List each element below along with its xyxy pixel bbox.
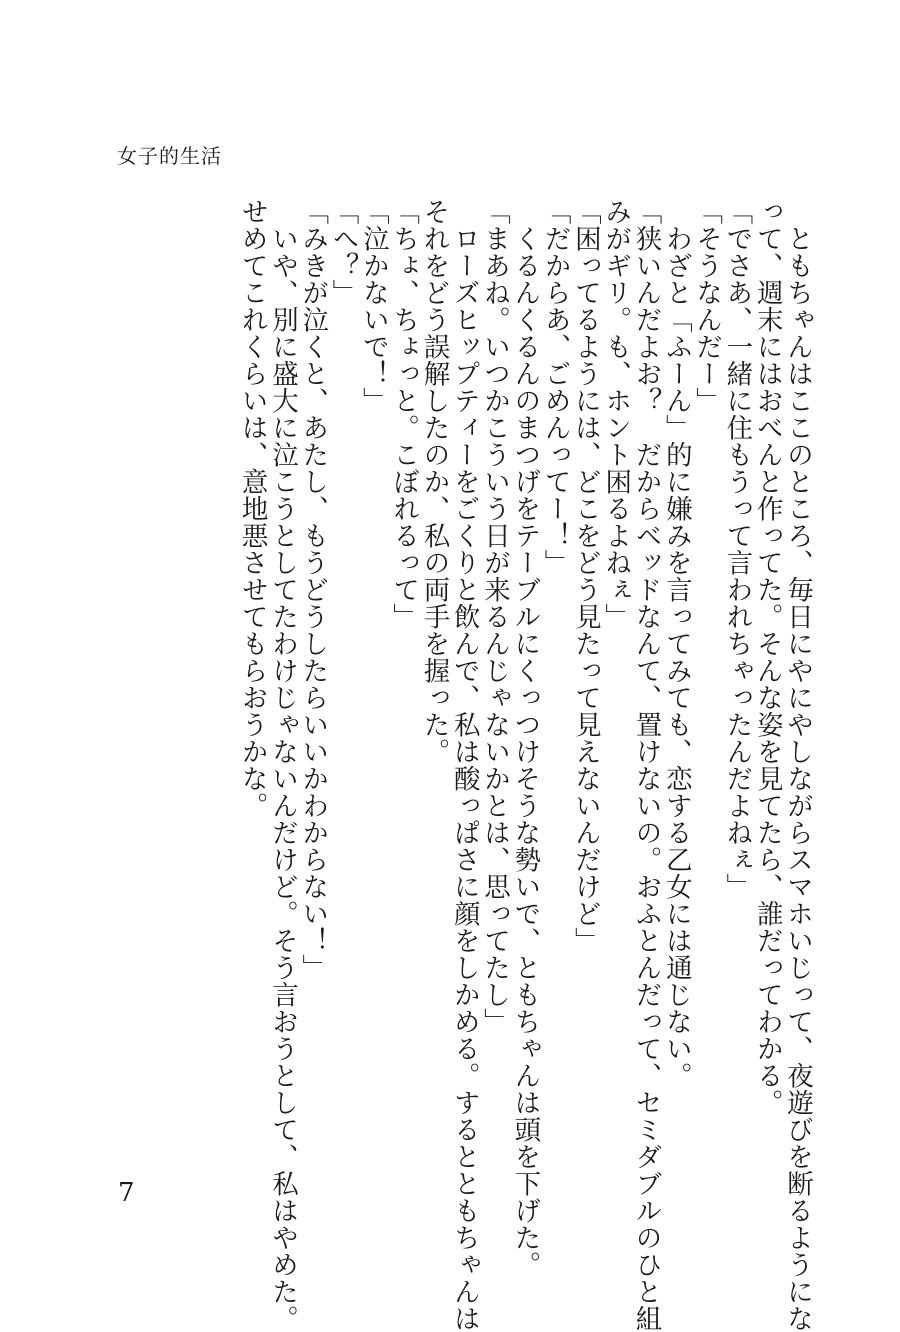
- text-line: 「そうなんだー」: [691, 198, 723, 414]
- text-line: わざと「ふーん」的に嫌みを言ってみても、恋する乙女には通じない。: [660, 198, 692, 1089]
- text-line: ともちゃんはここのところ、毎日にやにやしながらスマホいじって、夜遊びを断るようにな: [782, 198, 813, 1332]
- text-line: 「困ってるようには、どこをどう見たって見えないんだけど」: [569, 198, 601, 954]
- page-number: 7: [118, 1178, 135, 1208]
- body-text: [236, 198, 813, 1332]
- text-line: せめてこれくらいは、意地悪させてもらおうかな。: [236, 198, 268, 819]
- running-head: 女子的生活: [117, 144, 222, 168]
- text-line: くるんくるんのまつげをテーブルにくっつけそうな勢いで、ともちゃんは頭を下げた。: [509, 198, 541, 1278]
- text-line: 「へ？」: [327, 198, 359, 306]
- text-line: 「だからあ、ごめんってー！」: [539, 198, 571, 576]
- text-line: 「泣かないで！」: [357, 198, 389, 414]
- text-line: 「まあね。いつかこういう日が来るんじゃないかとは、思ってたし」: [479, 198, 511, 1035]
- text-line: それをどう誤解したのか、私の両手を握った。: [418, 198, 450, 765]
- text-line: 「狭いんだよお？ だからベッドなんて、置けないの。おふとんだって、セミダブルのひと組: [630, 198, 662, 1332]
- text-line: 「ちょ、ちょっと。こぼれるって」: [388, 198, 420, 630]
- text-line: ローズヒップティーをごくりと飲んで、私は酸っぱさに顔をしかめる。するとともちゃんは: [448, 198, 480, 1332]
- text-line: 「みきが泣くと、あたし、もうどうしたらいいかわからない！」: [297, 198, 329, 981]
- text-line: って、週末にはおべんと作ってた。そんな姿を見てたら、誰だってわかる。: [751, 198, 783, 1116]
- text-line: 「でさあ、一緒に住もうって言われちゃったんだよねぇ」: [721, 198, 753, 900]
- text-line: みがギリ。も、ホント困るよねぇ」: [600, 198, 632, 630]
- text-line: いや、別に盛大に泣こうとしてたわけじゃないんだけど。そう言おうとして、私はやめた。: [266, 198, 298, 1332]
